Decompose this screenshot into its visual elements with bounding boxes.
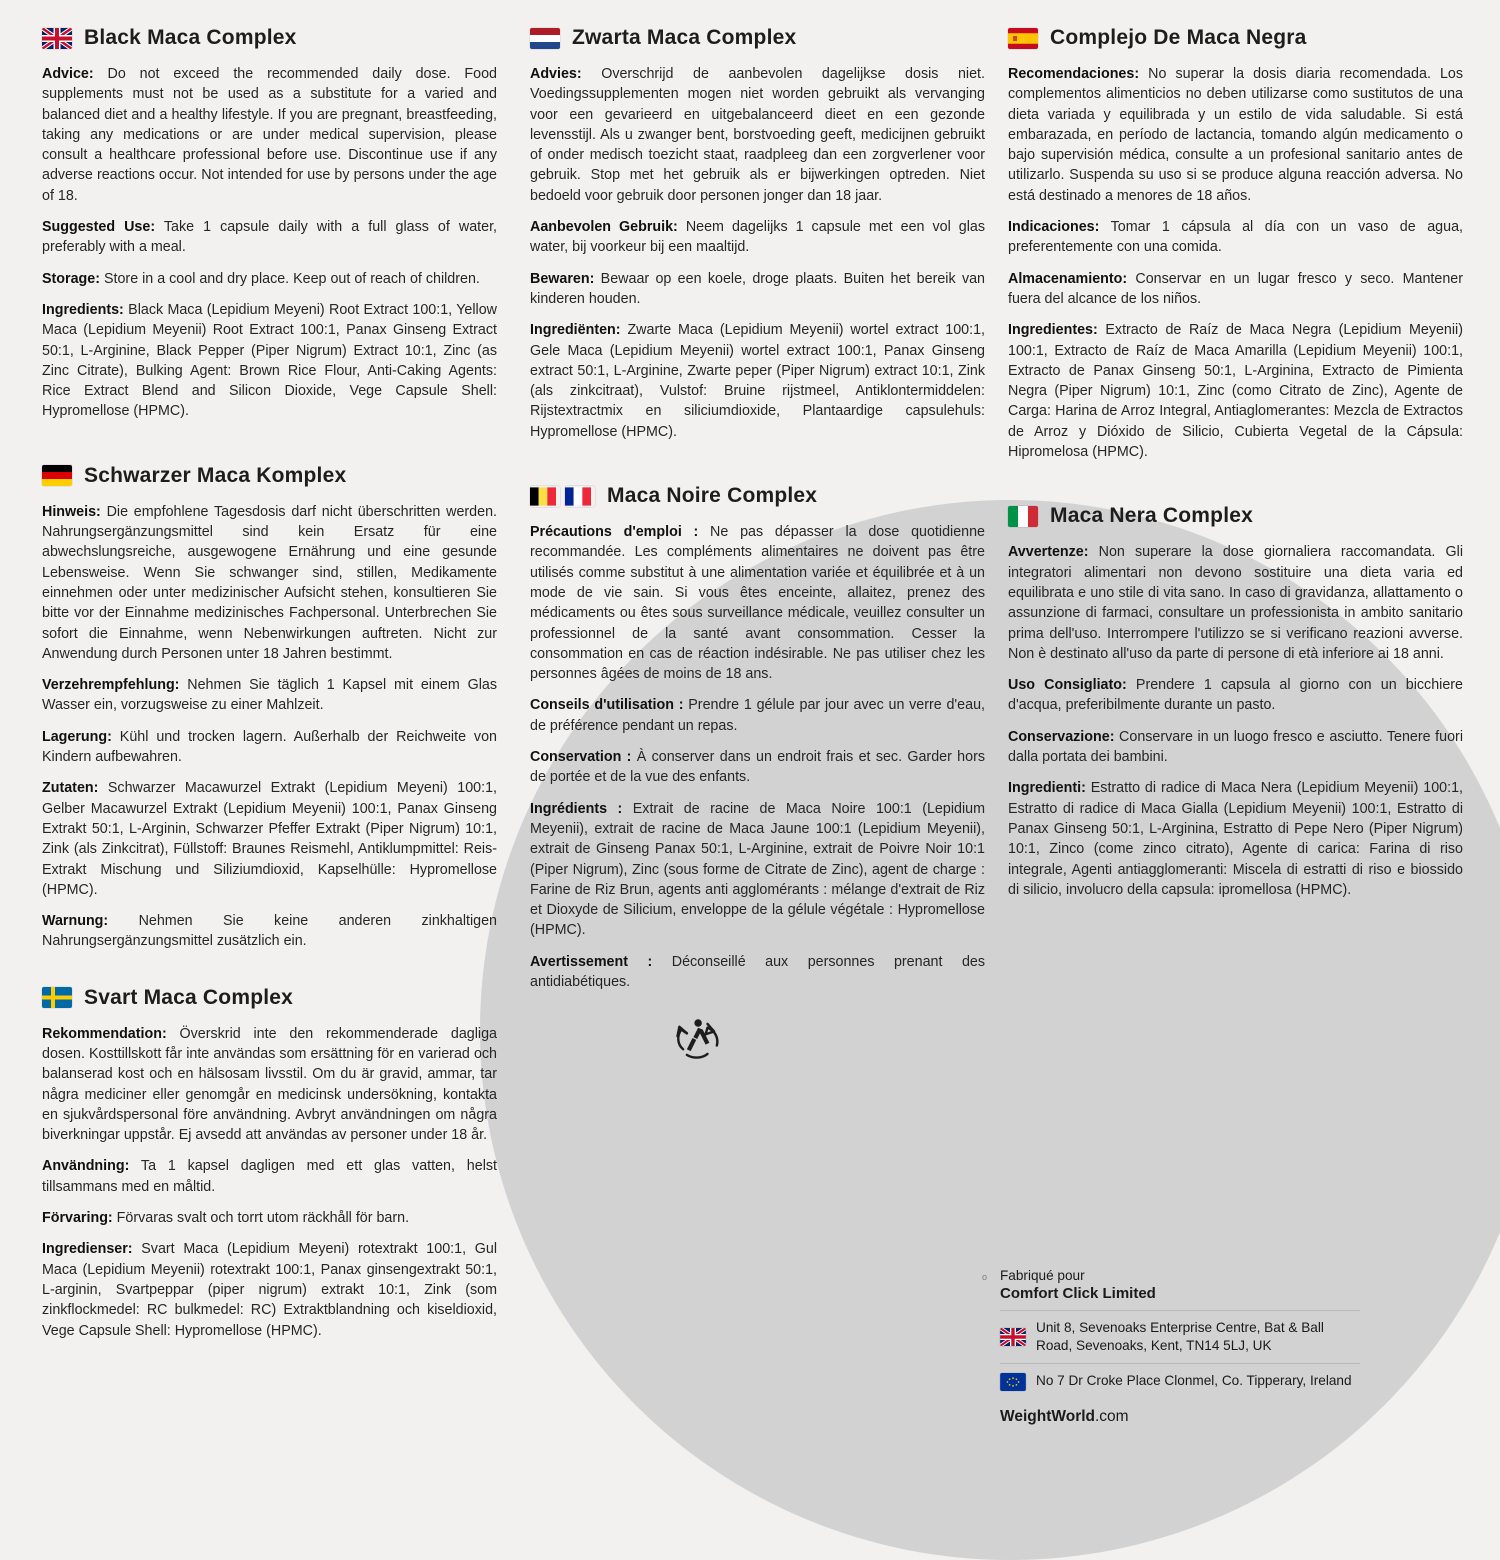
block-title-it: Maca Nera Complex (1050, 504, 1253, 528)
italy-flag-icon (1008, 506, 1038, 527)
block-header-en (42, 26, 497, 50)
paragraph-use-en: Suggested Use: Take 1 capsule daily with a full glass of water, preferably with a meal. (42, 219, 498, 256)
column-right (1008, 26, 1463, 934)
language-block-it (1008, 504, 1463, 900)
block-header-fr (530, 484, 985, 508)
brand-website[interactable] (1000, 1408, 1360, 1426)
paragraph-warning-de: Warnung: Nehmen Sie keine anderen zinkhaltigen Nahrungsergänzungsmittel zusätzlich ein. (42, 913, 497, 950)
block-title-en: Black Maca Complex (84, 26, 297, 49)
brand-name: WeightWorld (1000, 1407, 1095, 1425)
language-block-de (42, 464, 497, 952)
uk-flag-icon (42, 28, 72, 49)
paragraph-warning-fr: Avertissement : Déconseillé aux personnes prenant des antidiabétiques. (530, 953, 985, 990)
paragraph-use-es: Indicaciones: Tomar 1 cápsula al día con un vaso de agua, preferentemente con una comida. (1008, 219, 1463, 256)
address-uk-text: Unit 8, Sevenoaks Enterprise Centre, Bat & Ball Road, Sevenoaks, Kent, TN14 5LJ, UK (1036, 1320, 1324, 1354)
paragraph-storage-de: Lagerung: Kühl und trocken lagern. Außerhalb der Reichweite von Kindern aufbewahren. (42, 728, 497, 766)
language-block-sv (42, 986, 497, 1341)
column-middle (530, 26, 985, 1102)
paragraph-ingredients-fr: Ingrédients : Extrait de racine de Maca Noire 100:1 (Lepidium Meyenii), extrait de racine de Maca Jaune 100:1 (Lepidium Meyenii), extrait de Ginseng Panax 50:1, L-Arginine, extrait de Poivre Noir 10:1 (Piper Nigrum), Zinc (sous forme de Citrate de Zinc), agent de charge : Farine de Riz Brun, agents anti agglomérants : mélange d'extrait de Riz et Dioxyde de Silicium, enveloppe de la gélule végétale : Hypromellose (HPMC). (530, 800, 985, 939)
language-block-en (42, 26, 497, 422)
paragraph-advice-it: Avvertenze: Non superare la dose giornaliera raccomandata. Gli integratori alimentari non devono sostituire una dieta varia ed equilibrata e uno stile di vita sano. In caso di gravidanza, allattamento o assunzione di farmaci, consultare un professionista in ambito sanitario prima dell'uso. Interrompere l'utilizzo se si verificano reazioni avverse. Non è destinato all'uso da parte di persone di età inferiore ai 18 anni. (1008, 544, 1463, 662)
eu-flag-icon (1000, 1373, 1026, 1391)
paragraph-use-de: Verzehrempfehlung: Nehmen Sie täglich 1 Kapsel mit einem Glas Wasser ein, vorzugsweise zu einer Mahlzeit. (42, 677, 497, 714)
paragraph-storage-sv: Förvaring: Förvaras svalt och torrt utom räckhåll för barn. (42, 1210, 410, 1227)
paragraph-use-nl: Aanbevolen Gebruik: Neem dagelijks 1 capsule met een vol glas water, bij voorkeur bij een maaltijd. (530, 219, 986, 256)
paragraph-storage-it: Conservazione: Conservare in un luogo fresco e asciutto. Tenere fuori dalla portata dei bambini. (1008, 728, 1463, 766)
paragraph-storage-fr: Conservation : À conserver dans un endroit frais et sec. Garder hors de portée et de la vue des enfants. (530, 749, 985, 786)
belgium-france-flags (530, 486, 595, 507)
belgium-flag-icon (530, 486, 560, 507)
block-title-sv: Svart Maca Complex (84, 985, 294, 1009)
made-for-label: Fabriqué pour (1000, 1268, 1085, 1283)
manufacturer-block (982, 1268, 1360, 1426)
paragraph-storage-en: Storage: Store in a cool and dry place. Keep out of reach of children. (42, 270, 480, 287)
paragraph-ingredients-it: Ingredienti: Estratto di radice di Maca Nera (Lepidium Meyenii) 100:1, Estratto di radice di Maca Gialla (Lepidium Meyenii) 100:1, Estratto di Panax Ginseng 50:1, L-Arginina, Estratto di Pepe Nero (Piper Nigrum) 10:1, Zinco (come zinco citrato), Agente di carica: Farina di riso integrale, Agenti antiagglomeranti: Miscela di estratti di riso e biossido di silicio, involucro della capsula: ipromellosa (HPMC). (1008, 780, 1463, 898)
spain-flag-icon (1008, 28, 1038, 49)
block-header-nl (530, 26, 985, 50)
block-header-es (1008, 26, 1463, 50)
germany-flag-icon (42, 465, 72, 486)
paragraph-advice-es: Recomendaciones: No superar la dosis diaria recomendada. Los complementos alimenticios no deben utilizarse como sustitutos de una dieta variada y equilibrada y un estilo de vida saludable. Si está embarazada, en período de lactancia, tomando algún medicamento o bajo supervisión médica, consulte a un profesional sanitario antes de utilizarlo. Suspenda su uso si se produce alguna reacción adversa. No está destinado a menores de 18 años. (1008, 66, 1463, 204)
address-ie-text: No 7 Dr Croke Place Clonmel, Co. Tipperary, Ireland (1036, 1373, 1352, 1389)
france-flag-icon (565, 486, 595, 507)
uk-flag-icon (1000, 1328, 1026, 1346)
block-header-it (1008, 504, 1463, 528)
column-left (42, 26, 497, 1375)
brand-tld: .com (1095, 1407, 1129, 1425)
block-title-de: Schwarzer Maca Komplex (84, 463, 347, 487)
paragraph-advice-de: Hinweis: Die empfohlene Tagesdosis darf nicht überschritten werden. Nahrungsergänzungsmittel sind kein Ersatz für eine abwechslungsreiche, ausgewogene Ernährung und eine gesunde Lebensweise. Wenn Sie schwanger sind, stillen, Medikamente einnehmen oder unter medizinischer Aufsicht stehen, konsultieren Sie bitte vor der Einnahme medizinisches Fachpersonal. Unterbrechen Sie sofort die Einnahme, wenn Nebenwirkungen auftreten. Nicht zur Anwendung durch Personen unter 18 Jahren bestimmt. (42, 503, 497, 662)
language-block-nl (530, 26, 985, 442)
paragraph-advice-fr: Précautions d'emploi : Ne pas dépasser la dose quotidienne recommandée. Les compléments alimentaires ne doivent pas être utilisés comme substitut à une alimentation variée et équilibrée et à un mode de vie sain. Si vous êtes enceinte, allaitez, prenez des médicaments ou êtes sous surveillance médicale, veuillez consulter un professionnel de la santé avant consommation. Cesser la consommation en cas de réaction indésirable. Ne pas utiliser chez les personnes âgées de moins de 18 ans. (530, 524, 986, 683)
paragraph-ingredients-es: Ingredientes: Extracto de Raíz de Maca Negra (Lepidium Meyenii) 100:1, Extracto de Raíz de Maca Amarilla (Lepidium Meyenii) 100:1, Extracto de Panax Ginseng 50:1, L-Arginina, Extracto de Pimienta Negra (Piper Nigrum) 10:1, Zinc (como Citrato de Zinc), Agente de Carga: Harina de Arroz Integral, Antiaglomerantes: Mezcla de Extractos de Arroz y Dióxido de Silicio, Cubierta Vegetal de la Cápsula: Hipromelosa (HPMC). (1008, 322, 1463, 461)
paragraph-use-fr: Conseils d'utilisation : Prendre 1 gélule par jour avec un verre d'eau, de préférence pendant un repas. (530, 697, 985, 734)
paragraph-use-it: Uso Consigliato: Prendere 1 capsula al giorno con un bicchiere d'acqua, preferibilmente durante un pasto. (1008, 677, 1463, 714)
language-block-es (1008, 26, 1463, 462)
address-uk (1000, 1310, 1360, 1363)
small-marker: o (982, 1272, 988, 1282)
block-title-es: Complejo De Maca Negra (1050, 26, 1307, 49)
netherlands-flag-icon (530, 28, 560, 49)
paragraph-advice-nl: Advies: Overschrijd de aanbevolen dagelijkse dosis niet. Voedingssupplementen mogen niet worden gebruikt als vervanging voor een gevarieerd en uitgebalanceerd dieet en een gezonde levensstijl. Als u zwanger bent, borstvoeding geeft, medicijnen gebruikt of onder medisch toezicht staat, raadpleeg dan een zorgverlener voor gebruik. Stop met het gebruik als er bijwerkingen optreden. Niet bedoeld voor gebruik door personen jonger dan 18 jaar. (530, 66, 985, 204)
paragraph-advice-sv: Rekommendation: Överskrid inte den rekommenderade dagliga dosen. Kosttillskott får inte användas som ersättning för en varierad och balanserad kost och en hälsosam livsstil. Om du är gravid, ammar, tar några mediciner eller genomgår en medicinsk undersökning, kontakta en sjukvårdspersonal före användning. Avbryt användningen om några biverkningar uppstår. Ej avsedd att användas av personer under 18 år. (42, 1025, 497, 1144)
address-ie (1000, 1363, 1360, 1398)
paragraph-ingredients-sv: Ingredienser: Svart Maca (Lepidium Meyeni) rotextrakt 100:1, Gul Maca (Lepidium Meyenii) rotextrakt 100:1, Panax ginsengextrakt 50:1, L-arginin, Svartpeppar (piper nigrum) extrakt 10:1, Zink (som zinkflockmedel: RC bulkmedel: RC) Extraktblandning och kiseldioxid, Vege Capsule Shell: Hypromellose (HPMC). (42, 1241, 497, 1339)
block-title-nl: Zwarta Maca Complex (572, 26, 797, 49)
paragraph-ingredients-nl: Ingrediënten: Zwarte Maca (Lepidium Meyenii) wortel extract 100:1, Gele Maca (Lepidium Meyenii) wortel extract 100:1, Panax Ginseng extract 50:1, L-Arginine, Zwarte peper (Piper Nigrum) extract 10:1, Zink (als zinkcitraat), Vulstof: Bruine rijstmeel, Antiklontermiddelen: Rijstextractmix en siliciumdioxide, Plantaardige capsulehuls: Hypromellose (HPMC). (530, 322, 985, 440)
block-title-fr: Maca Noire Complex (607, 484, 818, 508)
paragraph-ingredients-en: Ingredients: Black Maca (Lepidium Meyeni) Root Extract 100:1, Yellow Maca (Lepidium Meyenii) Root Extract 100:1, Panax Ginseng Extract 50:1, L-Arginine, Black Pepper (Piper Nigrum) Extract 10:1, Zinc (as Zinc Citrate), Bulking Agent: Brown Rice Flour, Anti-Caking Agents: Rice Extract Blend and Silicon Dioxide, Vege Capsule Shell: Hypromellose (HPMC). (42, 301, 497, 420)
language-block-fr (530, 484, 985, 1068)
paragraph-storage-nl: Bewaren: Bewaar op een koele, droge plaats. Buiten het bereik van kinderen houden. (530, 270, 985, 307)
paragraph-advice-en: Advice: Do not exceed the recommended daily dose. Food supplements must not be used as a substitute for a varied and balanced diet and a healthy lifestyle. If you are pregnant, breastfeeding, taking any medications or are under medical supervision, please consult a healthcare professional before use. Discontinue use if any adverse reactions occur. Not intended for use by persons under the age of 18. (42, 66, 497, 204)
sweden-flag-icon (42, 987, 72, 1008)
recycle-icon (670, 1008, 730, 1068)
paragraph-storage-es: Almacenamiento: Conservar en un lugar fresco y seco. Mantener fuera del alcance de los niños. (1008, 270, 1463, 307)
block-header-de (42, 464, 497, 488)
paragraph-use-sv: Användning: Ta 1 kapsel dagligen med ett glas vatten, helst tillsammans med en måltid. (42, 1158, 497, 1195)
block-header-sv (42, 986, 497, 1010)
paragraph-ingredients-de: Zutaten: Schwarzer Macawurzel Extrakt (Lepidium Meyeni) 100:1, Gelber Macawurzel Extrakt (Lepidium Meyenii) 100:1, Panax Ginseng Extrakt 50:1, L-Arginin, Schwarzer Pfeffer Extrakt (Piper Nigrum) 10:1, Zink (als Zinkcitrat), Füllstoff: Braunes Reismehl, Antiklumpmittel: Reis-Extrakt Mischung und Siliziumdioxid, Kapselhülle: Hypromellose (HPMC). (42, 780, 497, 898)
company-name: Comfort Click Limited (1000, 1285, 1156, 1302)
